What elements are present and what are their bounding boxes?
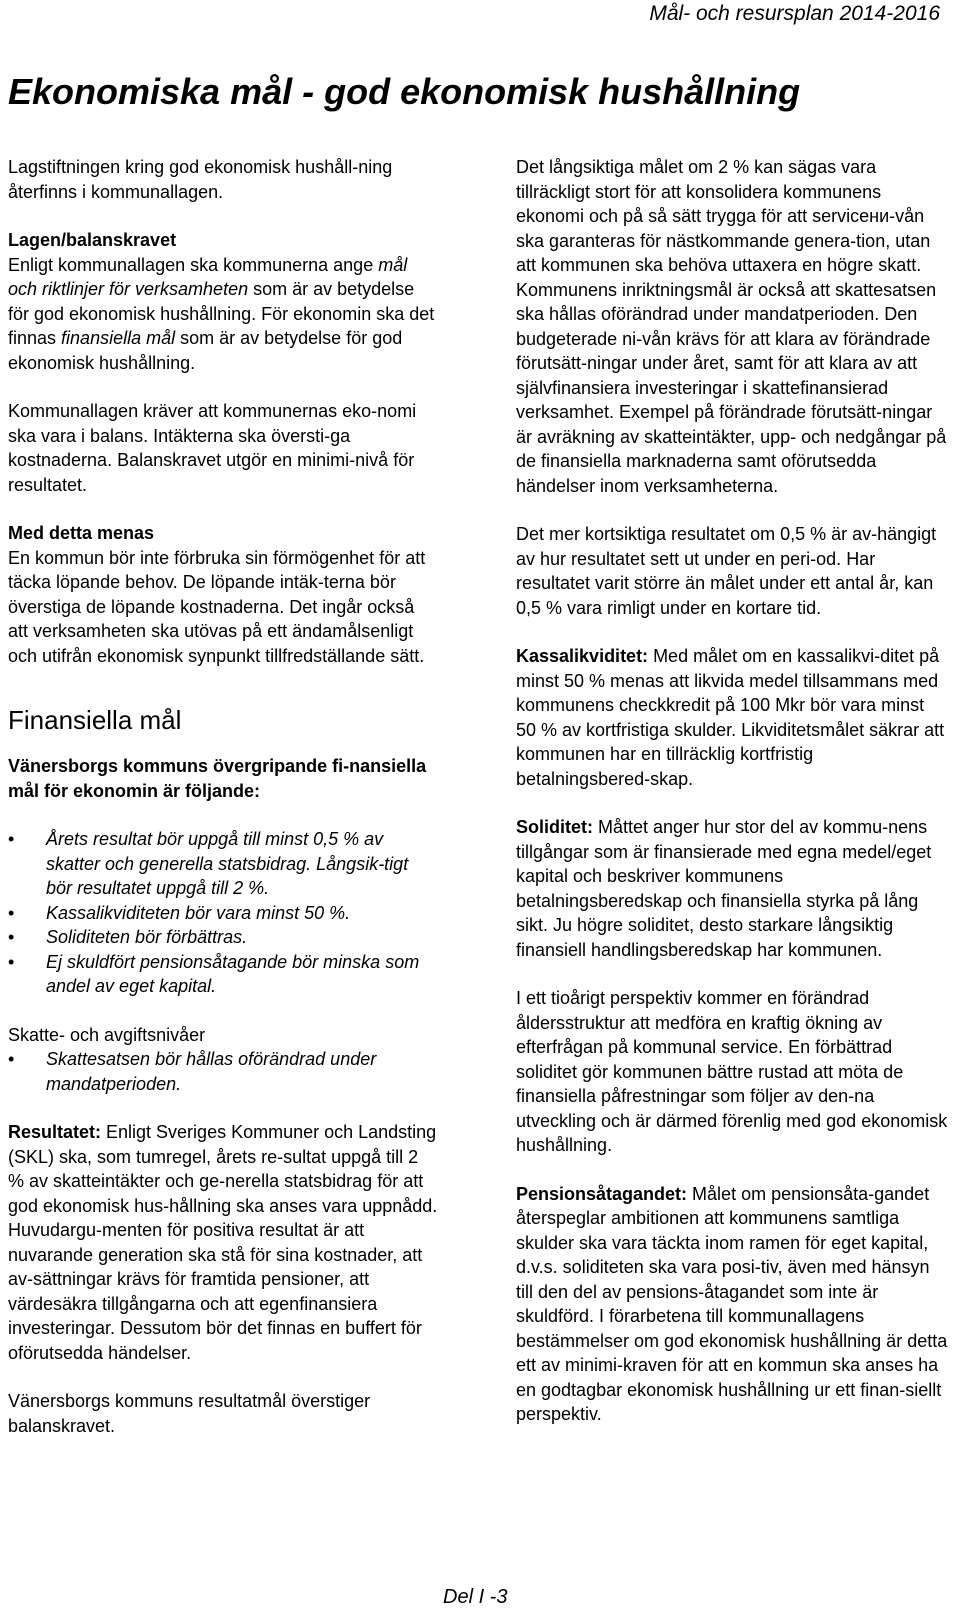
intro-paragraph: Lagstiftningen kring god ekonomisk hushåll-ning återfinns i kommunallagen. <box>8 157 393 202</box>
list-item <box>8 925 438 950</box>
goal-text: Soliditeten bör förbättras. <box>46 927 248 947</box>
tioarigt-paragraph: I ett tioårigt perspektiv kommer en förändrad åldersstruktur att medföra en kraftig ökning av efterfrågan på kommunal service. En förbättrad soliditet gör kommunen bättre rustad att möta de finansiella påfrestningar som följer av den-na utveckling och är därmed förenlig med god ekonomisk hushållning. <box>516 988 948 1155</box>
lagen-text-2: mål och riktlinjer för verksamheten <box>8 254 408 299</box>
longterm-paragraph: Det långsiktiga målet om 2 % kan sägas vara tillräckligt stort för att konsolidera kommunens ekonomi och på så sätt trygga för att servicени-vån ska garanteras för nästkommande genera-tion, utan att kommunen ska behöva uttaxera en högre skatt. Kommunens inriktningsmål är också att skattesatsen ska hållas oförändrad under mandatperioden. Den budgeterade ni-vån krävs för att klara av förändrade förutsätt-ningar under året, samt för att klara av att självfinansiera investeringar i skattefinansierad verksamhet. Exempel på förändrade förutsätt-ningar är avräkning av skatteintäkter, upp- och nedgångar på de finansiella marknaderna samt oförutsedda händelser inom verksamheterna. <box>516 157 947 496</box>
lagen-text-4: finansiella mål <box>61 328 176 348</box>
page-title: Ekonomiska mål - god ekonomisk hushållning <box>8 71 801 112</box>
goal-text: Kassalikviditeten bör vara minst 50 %. <box>46 902 351 923</box>
skatte-heading: Skatte- och avgiftsnivåer <box>8 1024 206 1045</box>
bullet-icon: • <box>8 829 15 849</box>
kassalikviditet-paragraph <box>516 644 948 791</box>
list-item <box>8 901 438 926</box>
skatte-list <box>8 1047 438 1096</box>
page-number: Del I -3 <box>443 1586 508 1608</box>
med-heading: Med detta menas <box>8 523 155 543</box>
list-item <box>8 1047 438 1096</box>
list-item <box>8 950 438 999</box>
lagen-text-5: som är av betydelse för god ekonomisk hushållning. <box>8 328 403 373</box>
resultatmal-paragraph: Vänersborgs kommuns resultatmål överstiger balanskravet. <box>8 1391 371 1436</box>
pension-label: Pensionsåtagandet: <box>516 1183 688 1204</box>
goal-text: Årets resultat bör uppgå till minst 0,5 % av skatter och generella statsbidrag. Långsik-tigt bör resultatet uppgå till 2 %. <box>46 829 409 898</box>
lagen-text-3: som är av betydelse för god ekonomisk hushållning. För ekonomin ska det finnas <box>8 279 435 348</box>
right-column <box>516 155 948 1427</box>
lagen-heading: Lagen/balanskravet <box>8 230 177 250</box>
bullet-icon: • <box>8 902 15 923</box>
section-heading-finansiella: Finansiella mål <box>8 705 182 735</box>
goal-text: Ej skuldfört pensionsåtagande bör minska som andel av eget kapital. <box>46 951 420 996</box>
lagen-paragraph <box>8 253 438 376</box>
shortterm-paragraph: Det mer kortsiktiga resultatet om 0,5 % är av-hängigt av hur resultatet sett ut under en peri-od. Har resultatet varit större än målet under ett antal år, kan 0,5 % vara rimligt under en kortare tid. <box>516 524 937 618</box>
pension-paragraph <box>516 1182 948 1427</box>
goals-list <box>8 827 438 999</box>
soliditet-text: Måttet anger hur stor del av kommu-nens tillgångar som är finansierade med egna medel/eget kapital och beskriver kommunens betalningsberedskap och finansiella styrka på lång sikt. Ju högre soliditet, desto starkare långsiktig finansiell handlingsberedskap har kommunen. <box>516 817 932 960</box>
pension-text: Målet om pensionsåta-gandet återspeglar ambitionen att kommunens samtliga skulder ska vara täckta inom ramen för eget kapital, d.v.s. soliditeten ska vara posi-tiv, även med hänsyn till den del av pensions-åtagandet som inte är skuldförd. I förarbetena till kommunallagens bestämmelser om god ekonomisk hushållning är detta ett av minimi-kraven för att en kommun ska anses ha en godtagbar ekonomisk hushållning ur ett finan-siellt perspektiv. <box>516 1183 948 1424</box>
kassalikviditet-text: Med målet om en kassalikvi-ditet på minst 50 % menas att likvida medel tillsammans med kommunens checkkredit på 100 Mkr bör vara minst 50 % av kortfristiga skulder. Likviditetsmålet säkrar att kommunen har en tillräcklig kortfristig betalningsbered-skap. <box>516 646 945 789</box>
list-item <box>8 827 438 901</box>
med-paragraph: En kommun bör inte förbruka sin förmögenhet för att täcka löpande behov. De löpande intäk-terna bör överstiga de löpande kostnaderna. Det ingår också att verksamheten ska utövas på ett ändamålsenligt och utifrån ekonomisk synpunkt tillfredställande sätt. <box>8 547 426 666</box>
bullet-icon: • <box>8 927 15 947</box>
bullet-icon: • <box>8 1049 15 1069</box>
resultatet-label: Resultatet: <box>8 1122 102 1142</box>
resultatet-paragraph <box>8 1120 438 1365</box>
balans-paragraph: Kommunallagen kräver att kommunernas eko-nomi ska vara i balans. Intäkterna ska översti-ga kostnaderna. Balanskravet utgör en minimi-nivå för resultatet. <box>8 401 417 495</box>
document-header: Mål- och resursplan 2014-2016 <box>649 2 940 25</box>
finansiella-subheading: Vänersborgs kommuns övergripande fi-nansiella mål för ekonomin är följande: <box>8 756 427 801</box>
lagen-text-1: Enligt kommunallagen ska kommunerna ange <box>8 254 379 275</box>
resultatet-text: Enligt Sveriges Kommuner och Landsting (SKL) ska, som tumregel, årets re-sultat uppgå till 2 % av skatteintäkter och ge-nerella statsbidrag för att god ekonomisk hus-hållning ska anses vara uppnådd. Huvudargu-menten för positiva resultat är att nuvarande generation ska stå för sina kostnader, att av-sättningar krävs för framtida pensioner, att värdesäkra tillgångarna och att egenfinansiera investeringar. Dessutom bör det finnas en buffert för oförutsedda händelser. <box>8 1122 438 1363</box>
soliditet-label: Soliditet: <box>516 817 593 837</box>
skatte-goal-text: Skattesatsen bör hållas oförändrad under mandatperioden. <box>46 1049 377 1094</box>
kassalikviditet-label: Kassalikviditet: <box>516 646 649 666</box>
bullet-icon: • <box>8 951 15 972</box>
soliditet-paragraph <box>516 815 948 962</box>
left-column <box>8 155 438 1438</box>
